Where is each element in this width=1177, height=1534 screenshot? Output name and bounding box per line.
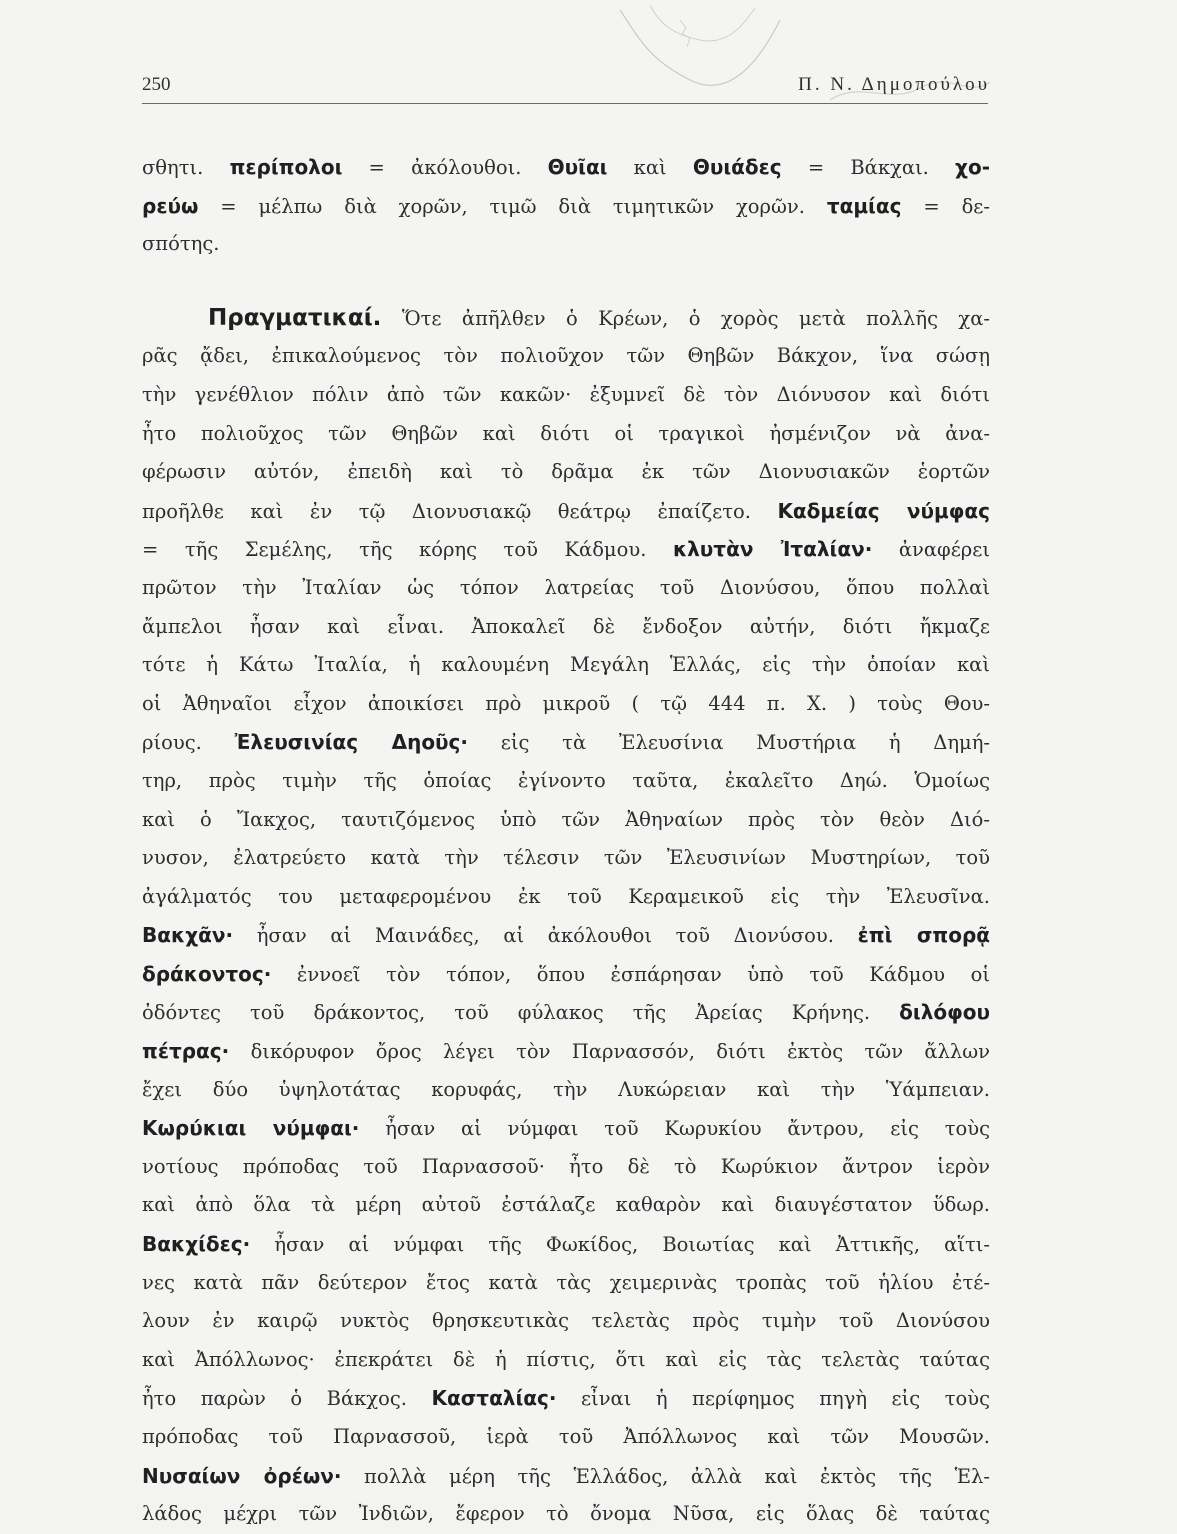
text-line: ἔχει δύο ὑψηλοτάτας κορυφάς, τὴν Λυκώρειαν καὶ τὴν Ὑάμπειαν. bbox=[142, 1077, 990, 1101]
text-line: νοτίους πρόποδας τοῦ Παρνασσοῦ· ἦτο δὲ τὸ Κωρύκιον ἄντρον ἱερὸν bbox=[142, 1154, 990, 1178]
text-line: τὴν γενέθλιον πόλιν ἀπὸ τῶν κακῶν· ἐξυμνεῖ δὲ τὸν Διόνυσον καὶ διότι bbox=[142, 382, 990, 406]
text-line: τότε ἡ Κάτω Ἰταλία, ἡ καλουμένη Μεγάλη Ἑλλάς, εἰς τὴν ὁποίαν καὶ bbox=[142, 653, 990, 677]
term-bakchides: Βακχίδες· bbox=[142, 1232, 251, 1257]
text-line: νες κατὰ πᾶν δεύτερον ἔτος κατὰ τὰς χειμερινὰς τροπὰς τοῦ ἡλίου ἐτέ- bbox=[142, 1270, 990, 1294]
text-line: οἱ Ἀθηναῖοι εἶχον ἀποικίσει πρὸ μικροῦ ( τῷ 444 π. Χ. ) τοὺς Θου- bbox=[142, 691, 990, 715]
text-line: σθητι. περίπολοι = ἀκόλουθοι. Θυῖαι καὶ Θυιάδες = Βάκχαι. χο- bbox=[142, 155, 990, 179]
term-thyiai: Θυῖαι bbox=[547, 155, 608, 179]
term-choreuo-start: χο- bbox=[955, 155, 990, 179]
text-line: δράκοντος· ἐννοεῖ τὸν τόπον, ὅπου ἐσπάρησαν ὑπὸ τοῦ Κάδμου οἱ bbox=[142, 961, 990, 986]
term-drakontos: δράκοντος· bbox=[142, 961, 272, 986]
text-line: καὶ Ἀπόλλωνος· ἐπεκράτει δὲ ἡ πίστις, ὅτι καὶ εἰς τὰς τελετὰς ταύτας bbox=[142, 1347, 990, 1371]
term-kadmeias: Καδμείας νύμφας bbox=[777, 498, 990, 523]
term-korykiai: Κωρύκιαι νύμφαι· bbox=[142, 1116, 360, 1141]
text-line: πέτρας· δικόρυφον ὄρος λέγει τὸν Παρνασσόν, διότι ἐκτὸς τῶν ἄλλων bbox=[142, 1039, 991, 1064]
page-header bbox=[142, 74, 990, 100]
text-line: καὶ ἀπὸ ὅλα τὰ μέρη αὐτοῦ ἐστάλαζε καθαρὸν καὶ διαυγέστατον ὕδωρ. bbox=[142, 1193, 990, 1217]
text-line: πρῶτον τὴν Ἰταλίαν ὡς τόπον λατρείας τοῦ Διονύσου, ὅπου πολλαὶ bbox=[142, 575, 990, 599]
term-tamias: ταμίας bbox=[826, 193, 902, 218]
text-line: φέρωσιν αὐτόν, ἐπειδὴ καὶ τὸ δρᾶμα ἐκ τῶν Διονυσιακῶν ἑορτῶν bbox=[142, 460, 990, 484]
text-line: τηρ, πρὸς τιμὴν τῆς ὁποίας ἐγίνοντο ταῦτα, ἐκαλεῖτο Δηώ. Ὁμοίως bbox=[142, 768, 990, 792]
term-epi-spora: ἐπὶ σπορᾷ bbox=[857, 923, 991, 948]
term-thyiades: Θυιάδες bbox=[692, 155, 782, 179]
text-line: Πραγματικαί. Ὅτε ἀπῆλθεν ὁ Κρέων, ὁ χορὸς μετὰ πολλῆς χα- bbox=[208, 304, 990, 331]
term-klytan: κλυτὰν Ἰταλίαν· bbox=[672, 537, 873, 562]
term-petras: πέτρας· bbox=[142, 1039, 230, 1064]
page-number: 250 bbox=[142, 74, 171, 95]
text-line: Βακχᾶν· ἦσαν αἱ Μαινάδες, αἱ ἀκόλουθοι τοῦ Διονύσου. ἐπὶ σπορᾷ bbox=[142, 923, 991, 948]
text-line: Βακχίδες· ἦσαν αἱ νύμφαι τῆς Φωκίδος, Βοιωτίας καὶ Ἀττικῆς, αἵτι- bbox=[142, 1232, 990, 1257]
term-kastalias: Κασταλίας· bbox=[431, 1386, 557, 1411]
text-line: ρίους. Ἐλευσινίας Δηοῦς· εἰς τὰ Ἐλευσίνια Μυστήρια ἡ Δημή- bbox=[142, 730, 990, 755]
text-line: ἄμπελοι ἦσαν καὶ εἶναι. Ἀποκαλεῖ δὲ ἔνδοξον αὐτήν, διότι ἤκμαζε bbox=[142, 614, 990, 638]
text-line: νυσον, ἐλατρεύετο κατὰ τὴν τέλεσιν τῶν Ἐλευσινίων Μυστηρίων, τοῦ bbox=[142, 846, 990, 870]
text-line: προῆλθε καὶ ἐν τῷ Διονυσιακῷ θεάτρῳ ἐπαίζετο. Καδμείας νύμφας bbox=[142, 498, 990, 523]
text-line: καὶ ὁ Ἴακχος, ταυτιζόμενος ὑπὸ τῶν Ἀθηναίων πρὸς τὸν θεὸν Διό- bbox=[142, 807, 990, 831]
text-line: ἦτο πολιοῦχος τῶν Θηβῶν καὶ διότι οἱ τραγικοὶ ἠσμένιζον νὰ ἀνα- bbox=[142, 421, 990, 445]
text-line: ὀδόντες τοῦ δράκοντος, τοῦ φύλακος τῆς Ἀρείας Κρήνης. διλόφου bbox=[142, 1000, 990, 1025]
section-heading: Πραγματικαί. bbox=[208, 304, 382, 331]
text-line: σπότης. bbox=[142, 232, 220, 256]
text-line: ρᾶς ᾄδει, ἐπικαλούμενος τὸν πολιοῦχον τῶν Θηβῶν Βάκχον, ἵνα σώσῃ bbox=[142, 344, 990, 368]
term-eleusinias: Ἐλευσινίας Δηοῦς· bbox=[234, 730, 469, 755]
text-line: = τῆς Σεμέλης, τῆς κόρης τοῦ Κάδμου. κλυτὰν Ἰταλίαν· ἀναφέρει bbox=[142, 537, 991, 562]
text-line: λάδος μέχρι τῶν Ἰνδιῶν, ἔφερον τὸ ὄνομα Νῦσα, εἰς ὅλας δὲ ταύτας bbox=[142, 1502, 990, 1526]
term-nysaion: Νυσαίων ὀρέων· bbox=[142, 1463, 342, 1488]
running-head: Π. Ν. Δημοπούλου bbox=[798, 74, 990, 95]
header-divider bbox=[142, 103, 988, 104]
text-line: Κωρύκιαι νύμφαι· ἦσαν αἱ νύμφαι τοῦ Κωρυκίου ἄντρου, εἰς τοὺς bbox=[142, 1116, 990, 1141]
term-dilophou: διλόφου bbox=[899, 1000, 990, 1025]
term-choreuo-end: ρεύω bbox=[142, 193, 199, 218]
text-line: ἀγάλματός του μεταφερομένου ἐκ τοῦ Κεραμεικοῦ εἰς τὴν Ἐλευσῖνα. bbox=[142, 884, 990, 908]
term-bakchan: Βακχᾶν· bbox=[142, 923, 234, 948]
text-line: λουν ἐν καιρῷ νυκτὸς θρησκευτικὰς τελετὰς πρὸς τιμὴν τοῦ Διονύσου bbox=[142, 1309, 990, 1333]
text-line: Νυσαίων ὀρέων· πολλὰ μέρη τῆς Ἑλλάδος, ἀλλὰ καὶ ἐκτὸς τῆς Ἑλ- bbox=[142, 1463, 990, 1488]
text-line: ρεύω = μέλπω διὰ χορῶν, τιμῶ διὰ τιμητικῶν χορῶν. ταμίας = δε- bbox=[142, 193, 990, 218]
term-perpoloi: περίπολοι bbox=[229, 155, 343, 179]
text-line: πρόποδας τοῦ Παρνασσοῦ, ἱερὰ τοῦ Ἀπόλλωνος καὶ τῶν Μουσῶν. bbox=[142, 1425, 990, 1448]
body-text bbox=[142, 148, 990, 1534]
text-line: ἦτο παρὼν ὁ Βάκχος. Κασταλίας· εἶναι ἡ περίφημος πηγὴ εἰς τοὺς bbox=[142, 1386, 990, 1411]
